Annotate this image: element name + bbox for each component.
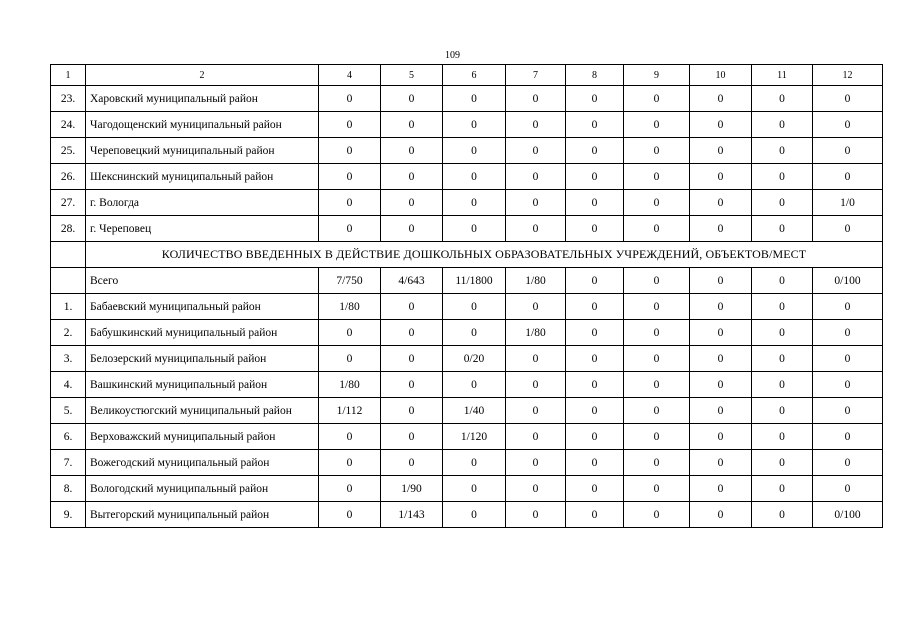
value-cell: 0/20	[443, 346, 506, 372]
value-cell: 0	[752, 346, 813, 372]
value-cell: 0	[752, 294, 813, 320]
table-row	[51, 502, 883, 528]
row-number-cell: 8.	[51, 476, 86, 502]
value-cell: 0	[566, 86, 624, 112]
value-cell: 0	[752, 398, 813, 424]
value-cell: 0	[381, 450, 443, 476]
value-cell: 0	[381, 112, 443, 138]
value-cell: 0	[752, 476, 813, 502]
district-name-cell: Харовский муниципальный район	[86, 86, 319, 112]
value-cell: 0	[506, 294, 566, 320]
district-name-cell: г. Череповец	[86, 216, 319, 242]
value-cell: 0	[443, 320, 506, 346]
value-cell: 0	[566, 320, 624, 346]
district-name-cell: Чагодощенский муниципальный район	[86, 112, 319, 138]
total-row	[51, 268, 883, 294]
value-cell: 0	[813, 138, 883, 164]
value-cell: 0	[624, 164, 690, 190]
value-cell: 0	[624, 112, 690, 138]
row-number-cell: 24.	[51, 112, 86, 138]
column-number-cell: 6	[443, 65, 506, 86]
value-cell: 0	[624, 450, 690, 476]
value-cell: 0	[319, 164, 381, 190]
row-number-cell: 28.	[51, 216, 86, 242]
column-number-cell: 5	[381, 65, 443, 86]
section-spacer-cell	[51, 242, 86, 268]
value-cell: 0	[506, 138, 566, 164]
value-cell: 0	[506, 86, 566, 112]
value-cell: 0	[566, 398, 624, 424]
value-cell: 1/80	[319, 294, 381, 320]
value-cell: 0	[319, 216, 381, 242]
value-cell: 0/100	[813, 502, 883, 528]
row-number-cell: 5.	[51, 398, 86, 424]
row-number-cell: 9.	[51, 502, 86, 528]
row-number-cell	[51, 268, 86, 294]
row-number-cell: 26.	[51, 164, 86, 190]
value-cell: 0	[752, 320, 813, 346]
value-cell: 0	[566, 268, 624, 294]
value-cell: 0	[690, 86, 752, 112]
value-cell: 0	[624, 502, 690, 528]
column-number-cell: 2	[86, 65, 319, 86]
section-row	[51, 242, 883, 268]
value-cell: 0	[319, 502, 381, 528]
value-cell: 0	[443, 112, 506, 138]
value-cell: 0	[566, 190, 624, 216]
column-number-cell: 8	[566, 65, 624, 86]
value-cell: 0	[624, 476, 690, 502]
value-cell: 0	[443, 372, 506, 398]
district-name-cell: Верховажский муниципальный район	[86, 424, 319, 450]
value-cell: 0	[690, 372, 752, 398]
value-cell: 0	[506, 112, 566, 138]
value-cell: 0	[752, 372, 813, 398]
value-cell: 0	[690, 476, 752, 502]
value-cell: 0	[319, 190, 381, 216]
column-number-cell: 9	[624, 65, 690, 86]
value-cell: 0	[566, 112, 624, 138]
value-cell: 0	[752, 450, 813, 476]
column-number-cell: 7	[506, 65, 566, 86]
row-number-cell: 23.	[51, 86, 86, 112]
value-cell: 0	[813, 398, 883, 424]
table-row	[51, 190, 883, 216]
district-name-cell: Бабаевский муниципальный район	[86, 294, 319, 320]
row-number-cell: 27.	[51, 190, 86, 216]
value-cell: 0	[506, 502, 566, 528]
value-cell: 0	[566, 138, 624, 164]
value-cell: 0	[690, 424, 752, 450]
table-row	[51, 424, 883, 450]
district-name-cell: Шекснинский муниципальный район	[86, 164, 319, 190]
value-cell: 0	[319, 450, 381, 476]
value-cell: 0	[624, 424, 690, 450]
table-row	[51, 294, 883, 320]
value-cell: 0	[566, 216, 624, 242]
value-cell: 0	[752, 112, 813, 138]
value-cell: 0	[443, 502, 506, 528]
page-number: 109	[445, 50, 460, 61]
value-cell: 0	[506, 372, 566, 398]
district-name-cell: Всего	[86, 268, 319, 294]
table-row	[51, 398, 883, 424]
row-number-cell: 1.	[51, 294, 86, 320]
column-number-cell: 10	[690, 65, 752, 86]
value-cell: 0	[566, 424, 624, 450]
value-cell: 0	[506, 216, 566, 242]
value-cell: 0	[506, 424, 566, 450]
value-cell: 11/1800	[443, 268, 506, 294]
value-cell: 0	[690, 294, 752, 320]
value-cell: 4/643	[381, 268, 443, 294]
value-cell: 0	[566, 346, 624, 372]
value-cell: 0	[381, 86, 443, 112]
value-cell: 0	[752, 86, 813, 112]
value-cell: 0	[566, 450, 624, 476]
table-row	[51, 112, 883, 138]
value-cell: 0	[506, 190, 566, 216]
value-cell: 0	[752, 164, 813, 190]
value-cell: 0	[566, 294, 624, 320]
value-cell: 0	[624, 190, 690, 216]
value-cell: 0/100	[813, 268, 883, 294]
table-row	[51, 476, 883, 502]
row-number-cell: 3.	[51, 346, 86, 372]
value-cell: 0	[443, 216, 506, 242]
value-cell: 0	[813, 294, 883, 320]
value-cell: 0	[624, 320, 690, 346]
value-cell: 0	[624, 138, 690, 164]
value-cell: 0	[381, 294, 443, 320]
value-cell: 1/40	[443, 398, 506, 424]
value-cell: 0	[813, 346, 883, 372]
value-cell: 0	[319, 320, 381, 346]
value-cell: 0	[624, 346, 690, 372]
value-cell: 0	[690, 502, 752, 528]
value-cell: 0	[566, 476, 624, 502]
district-name-cell: г. Вологда	[86, 190, 319, 216]
value-cell: 0	[813, 372, 883, 398]
value-cell: 0	[319, 112, 381, 138]
district-name-cell: Бабушкинский муниципальный район	[86, 320, 319, 346]
row-number-cell: 6.	[51, 424, 86, 450]
value-cell: 0	[752, 138, 813, 164]
value-cell: 0	[624, 86, 690, 112]
value-cell: 1/80	[319, 372, 381, 398]
district-name-cell: Великоустюгский муниципальный район	[86, 398, 319, 424]
value-cell: 0	[813, 424, 883, 450]
value-cell: 0	[381, 372, 443, 398]
value-cell: 0	[624, 372, 690, 398]
table-row	[51, 216, 883, 242]
district-name-cell: Череповецкий муниципальный район	[86, 138, 319, 164]
value-cell: 0	[690, 346, 752, 372]
value-cell: 0	[813, 450, 883, 476]
data-table	[50, 64, 883, 528]
value-cell: 0	[506, 398, 566, 424]
value-cell: 0	[690, 216, 752, 242]
value-cell: 0	[443, 476, 506, 502]
value-cell: 0	[690, 112, 752, 138]
value-cell: 0	[506, 450, 566, 476]
section-title: КОЛИЧЕСТВО ВВЕДЕННЫХ В ДЕЙСТВИЕ ДОШКОЛЬНЫХ ОБРАЗОВАТЕЛЬНЫХ УЧРЕЖДЕНИЙ, ОБЪЕКТОВ/МЕСТ	[86, 242, 883, 268]
district-name-cell: Вожегодский муниципальный район	[86, 450, 319, 476]
value-cell: 1/0	[813, 190, 883, 216]
district-name-cell: Вашкинский муниципальный район	[86, 372, 319, 398]
value-cell: 0	[319, 138, 381, 164]
column-number-row	[51, 65, 883, 86]
row-number-cell: 25.	[51, 138, 86, 164]
value-cell: 0	[690, 398, 752, 424]
table-row	[51, 450, 883, 476]
value-cell: 0	[381, 320, 443, 346]
table-row	[51, 138, 883, 164]
value-cell: 0	[690, 268, 752, 294]
value-cell: 0	[566, 372, 624, 398]
value-cell: 1/80	[506, 268, 566, 294]
value-cell: 0	[752, 268, 813, 294]
value-cell: 0	[381, 346, 443, 372]
value-cell: 0	[443, 450, 506, 476]
table-row	[51, 372, 883, 398]
value-cell: 0	[506, 346, 566, 372]
value-cell: 0	[381, 216, 443, 242]
row-number-cell: 4.	[51, 372, 86, 398]
value-cell: 0	[319, 476, 381, 502]
value-cell: 0	[443, 190, 506, 216]
table-row	[51, 346, 883, 372]
value-cell: 7/750	[319, 268, 381, 294]
value-cell: 0	[813, 164, 883, 190]
value-cell: 0	[319, 424, 381, 450]
value-cell: 1/143	[381, 502, 443, 528]
district-name-cell: Вытегорский муниципальный район	[86, 502, 319, 528]
value-cell: 0	[624, 294, 690, 320]
value-cell: 0	[506, 476, 566, 502]
value-cell: 0	[443, 86, 506, 112]
value-cell: 0	[381, 138, 443, 164]
column-number-cell: 4	[319, 65, 381, 86]
value-cell: 0	[752, 190, 813, 216]
value-cell: 0	[624, 398, 690, 424]
value-cell: 0	[319, 346, 381, 372]
value-cell: 0	[752, 502, 813, 528]
value-cell: 0	[690, 164, 752, 190]
value-cell: 0	[752, 424, 813, 450]
value-cell: 0	[319, 86, 381, 112]
value-cell: 0	[443, 164, 506, 190]
value-cell: 0	[381, 190, 443, 216]
value-cell: 0	[690, 450, 752, 476]
value-cell: 0	[752, 216, 813, 242]
value-cell: 0	[566, 164, 624, 190]
value-cell: 1/80	[506, 320, 566, 346]
value-cell: 0	[443, 294, 506, 320]
value-cell: 1/90	[381, 476, 443, 502]
row-number-cell: 7.	[51, 450, 86, 476]
value-cell: 1/112	[319, 398, 381, 424]
column-number-cell: 11	[752, 65, 813, 86]
column-number-cell: 1	[51, 65, 86, 86]
value-cell: 0	[813, 112, 883, 138]
value-cell: 0	[624, 268, 690, 294]
table-row	[51, 164, 883, 190]
district-name-cell: Белозерский муниципальный район	[86, 346, 319, 372]
value-cell: 0	[813, 320, 883, 346]
value-cell: 0	[813, 216, 883, 242]
row-number-cell: 2.	[51, 320, 86, 346]
value-cell: 1/120	[443, 424, 506, 450]
value-cell: 0	[443, 138, 506, 164]
value-cell: 0	[566, 502, 624, 528]
table-row	[51, 86, 883, 112]
table-row	[51, 320, 883, 346]
value-cell: 0	[813, 476, 883, 502]
value-cell: 0	[813, 86, 883, 112]
value-cell: 0	[624, 216, 690, 242]
column-number-cell: 12	[813, 65, 883, 86]
value-cell: 0	[690, 320, 752, 346]
value-cell: 0	[506, 164, 566, 190]
value-cell: 0	[381, 398, 443, 424]
value-cell: 0	[690, 138, 752, 164]
district-name-cell: Вологодский муниципальный район	[86, 476, 319, 502]
value-cell: 0	[381, 424, 443, 450]
value-cell: 0	[381, 164, 443, 190]
value-cell: 0	[690, 190, 752, 216]
